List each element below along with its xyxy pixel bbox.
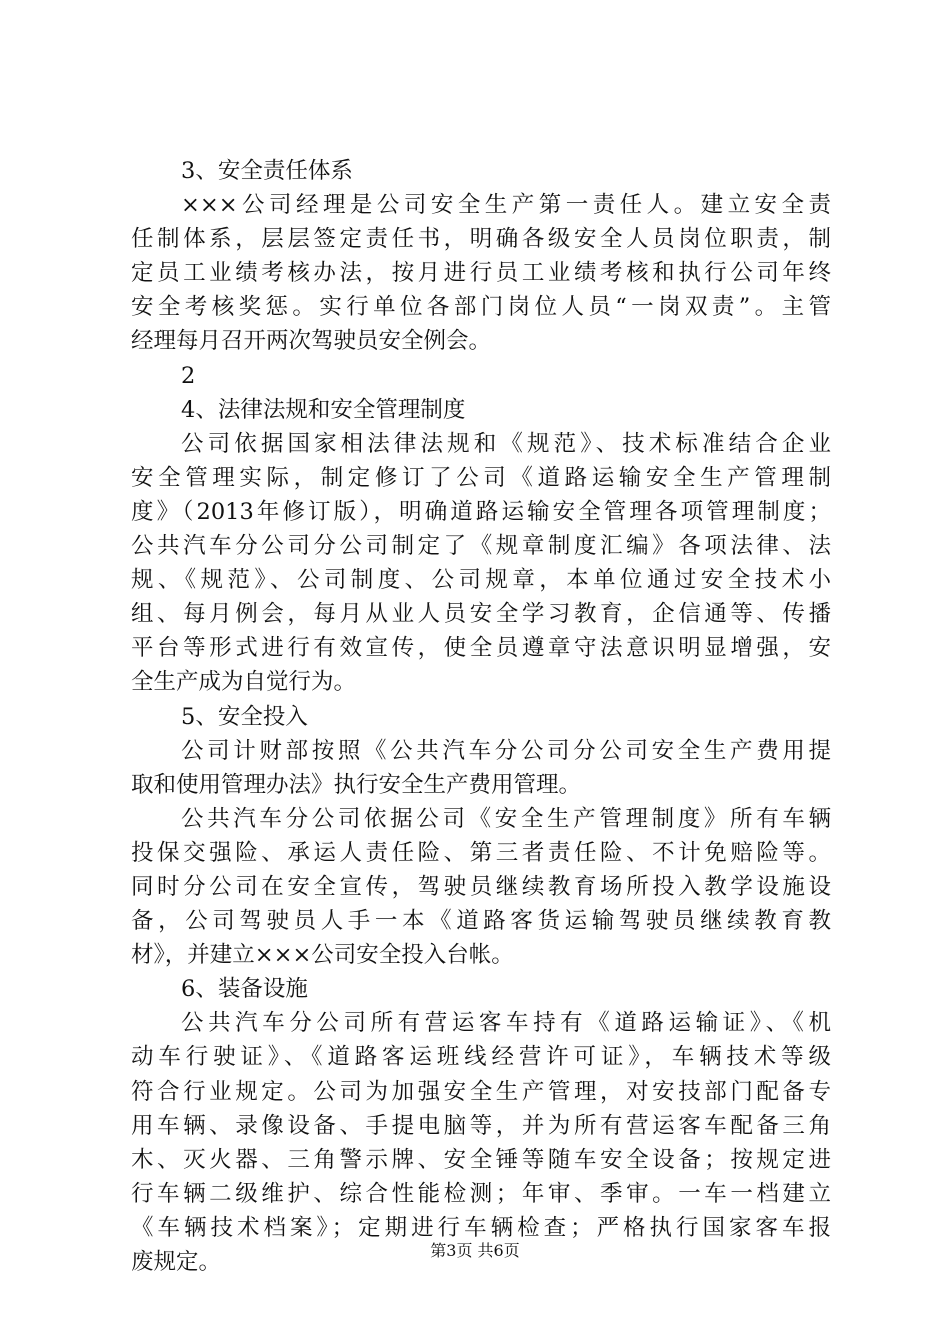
section-heading-6: 6、装备设施 <box>181 976 308 1003</box>
paragraph-line: 平台等形式进行有效宣传，使全员遵章守法意识明显增强，安 <box>131 635 831 662</box>
paragraph-line: 废规定。 <box>131 1249 222 1275</box>
paragraph-line: 行车辆二级维护、综合性能检测；年审、季审。一车一档建立 <box>131 1180 831 1207</box>
paragraph-line: 公共汽车分公司依据公司《安全生产管理制度》所有车辆 <box>181 805 831 832</box>
paragraph-line: 定员工业绩考核办法，按月进行员工业绩考核和执行公司年终 <box>131 260 831 287</box>
paragraph-line: 材》，并建立×××公司安全投入台帐。 <box>131 942 514 969</box>
paragraph-line: 安全考核奖惩。实行单位各部门岗位人员“一岗双责”。主管 <box>131 294 831 321</box>
paragraph-line: 同时分公司在安全宣传，驾驶员继续教育场所投入教学设施设 <box>131 873 831 900</box>
paragraph-line: 符合行业规定。公司为加强安全生产管理，对安技部门配备专 <box>131 1078 831 1105</box>
section-heading-5: 5、安全投入 <box>181 703 308 730</box>
paragraph-line: 《车辆技术档案》；定期进行车辆检查；严格执行国家客车报 <box>131 1214 831 1241</box>
paragraph-line: 动车行驶证》、《道路客运班线经营许可证》，车辆技术等级 <box>131 1044 831 1071</box>
page-footer: 第3页 共6页 <box>430 1241 520 1260</box>
paragraph-line: 公共汽车分公司所有营运客车持有《道路运输证》、《机 <box>181 1010 831 1037</box>
section-heading-3: 3、安全责任体系 <box>181 158 353 184</box>
paragraph-line: 规、《规范》、公司制度、公司规章，本单位通过安全技术小 <box>131 567 831 594</box>
paragraph-line: 全生产成为自觉行为。 <box>131 669 357 696</box>
section-heading-4: 4、法律法规和安全管理制度 <box>181 396 466 423</box>
paragraph-line: 投保交强险、承运人责任险、第三者责任险、不计免赔险等。 <box>131 839 831 866</box>
paragraph-line: ×××公司经理是公司安全生产第一责任人。建立安全责 <box>181 192 831 219</box>
paragraph-line: 组、每月例会，每月从业人员安全学习教育，企信通等、传播 <box>131 601 831 628</box>
paragraph-line: 任制体系，层层签定责任书，明确各级安全人员岗位职责，制 <box>131 226 831 253</box>
paragraph-line: 度》（2013年修订版），明确道路运输安全管理各项管理制度； <box>131 498 831 525</box>
paragraph-line: 木、灭火器、三角警示牌、安全锤等随车安全设备；按规定进 <box>131 1146 831 1173</box>
paragraph-line: 公司计财部按照《公共汽车分公司分公司安全生产费用提 <box>181 737 831 764</box>
document-body <box>131 154 831 1279</box>
paragraph-line: 公共汽车分公司分公司制定了《规章制度汇编》各项法律、法 <box>131 533 831 560</box>
paragraph-line: 经理每月召开两次驾驶员安全例会。 <box>131 328 492 355</box>
paragraph-line: 公司依据国家相法律法规和《规范》、技术标准结合企业 <box>181 430 831 457</box>
paragraph-line: 用车辆、录像设备、手提电脑等，并为所有营运客车配备三角 <box>131 1112 831 1139</box>
paragraph-line: 备，公司驾驶员人手一本《道路客货运输驾驶员继续教育教 <box>131 908 831 935</box>
stray-number: 2 <box>181 362 196 389</box>
paragraph-line: 安全管理实际，制定修订了公司《道路运输安全生产管理制 <box>131 464 831 491</box>
paragraph-line: 取和使用管理办法》执行安全生产费用管理。 <box>131 771 582 798</box>
